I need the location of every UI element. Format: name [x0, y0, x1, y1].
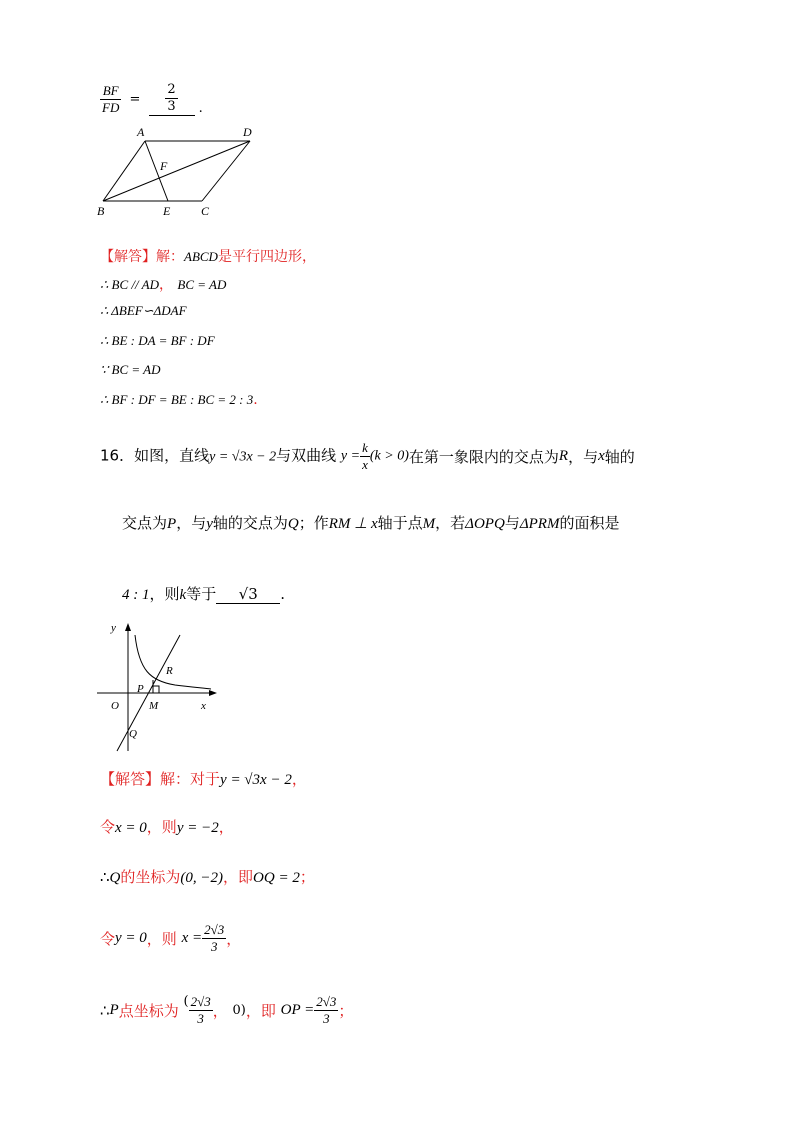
- solution2-line3: ∴Q的坐标为(0, −2)，即OQ = 2；: [100, 868, 315, 886]
- solution1-line2: ∴ BC // AD， BC = AD: [100, 277, 227, 293]
- label-q: Q: [129, 728, 137, 740]
- x-fraction: $\frac{2√3}{3}$: [204, 922, 225, 954]
- label-r: R: [166, 665, 173, 677]
- ratio-answer-line: $\frac{BF}{FD}$ = $\frac{2}{3}$ .: [102, 82, 203, 116]
- solution1-line1: 【解答】解：ABCD是平行四边形，: [100, 249, 316, 265]
- label-c: C: [201, 204, 210, 218]
- ratio-bf-fd: $\frac{BF}{FD}$: [102, 82, 120, 115]
- label-m: M: [149, 700, 159, 712]
- hyperbola-fraction: $\frac{k}{x}$: [362, 440, 368, 472]
- problem16-line1: 16．如图，直线y = √3x − 2与双曲线 y = $\frac{k}{x}$ (k > 0)在第一象限内的交点为R，与x轴的: [100, 440, 635, 472]
- label-d: D: [243, 125, 252, 139]
- answer-fraction: $\frac{2}{3}$: [167, 82, 176, 114]
- edge-dc: [202, 141, 250, 201]
- solution1-line5: ∵ BC = AD: [100, 362, 161, 377]
- problem16-line2: 交点为P，与y轴的交点为Q；作RM ⊥ x轴于点M，若ΔOPQ与ΔPRM的面积是: [122, 514, 620, 532]
- label-y: y: [111, 622, 116, 634]
- right-angle-mark: [153, 686, 159, 693]
- solution1-line6: ∴ BF : DF = BE : BC = 2 : 3.: [100, 392, 258, 408]
- x-axis-arrow: [209, 690, 217, 696]
- hyperbola-curve: [135, 635, 211, 689]
- label-e: E: [163, 204, 171, 218]
- solution2-line4: 令y = 0，则 x = $\frac{2√3}{3}$ ，: [100, 922, 242, 954]
- problem16-line3: 4 : 1，则k等于 √3 .: [122, 585, 285, 603]
- op-fraction: $\frac{2√3}{3}$: [316, 994, 337, 1026]
- answer-blank-16: √3: [216, 585, 280, 604]
- parallelogram-figure: [95, 125, 265, 220]
- solution2-line1: 【解答】解：对于y = √3x − 2，: [100, 770, 307, 788]
- label-a: A: [137, 125, 145, 139]
- label-x: x: [201, 700, 206, 712]
- solution1-line3: ∴ ΔBEF∽ΔDAF: [100, 303, 187, 318]
- hyperbola-figure: [95, 615, 225, 755]
- solution1-line4: ∴ BE : DA = BF : DF: [100, 333, 215, 348]
- solution2-line5: ∴P点坐标为 ( $\frac{2√3}{3}$ ， 0)，即 OP = $\frac{2√3}{3}$ ；: [100, 994, 354, 1026]
- p-x-fraction: $\frac{2√3}{3}$: [190, 994, 211, 1026]
- solution2-line2: 令x = 0，则y = −2，: [100, 818, 234, 836]
- solution-tag: 【解答】: [100, 249, 156, 265]
- label-b: B: [97, 204, 105, 218]
- problem-number: 16．: [100, 446, 135, 465]
- label-p: P: [137, 683, 144, 695]
- diagonal-bd: [103, 141, 250, 201]
- label-f: F: [160, 159, 168, 173]
- y-axis-arrow: [125, 623, 131, 631]
- label-o: O: [111, 700, 119, 712]
- answer-blank: [149, 82, 195, 116]
